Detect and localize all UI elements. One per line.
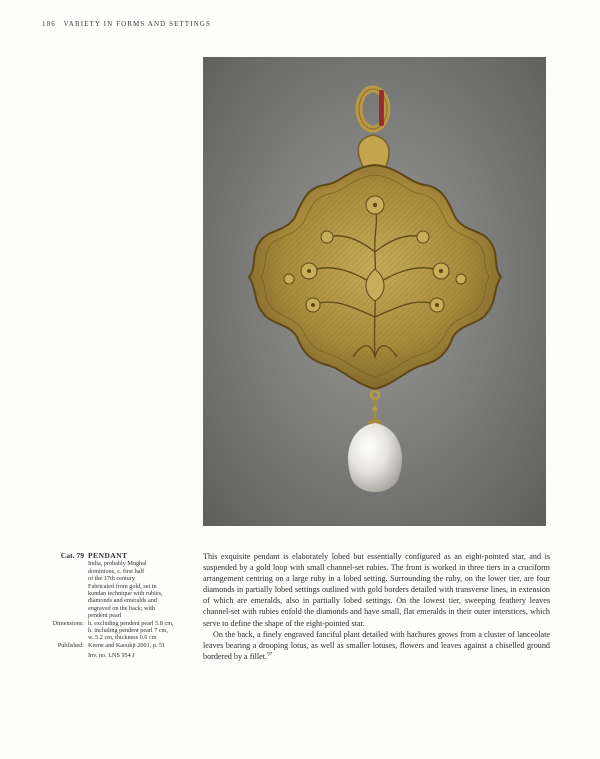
running-head-title: VARIETY IN FORMS AND SETTINGS: [63, 20, 211, 28]
catalogue-entry: [30, 552, 198, 660]
page-number: 186: [42, 20, 56, 28]
origin-line: dominions, c. first half: [88, 567, 145, 575]
pendent-pearl: [348, 391, 402, 492]
origin-line: pendent pearl: [88, 612, 122, 620]
dimension-line: w. 5.2 cm, thickness 0.6 cm: [88, 634, 157, 642]
footnote-reference: 97: [267, 652, 273, 658]
pendant-photograph: [203, 57, 546, 526]
catalogue-number: Cat. 79: [60, 551, 84, 560]
paragraph-2: [203, 629, 550, 662]
origin-line: India, probably Mughal: [88, 560, 147, 568]
running-head: [42, 20, 211, 28]
published-value: Keene and Kaoukji 2001, p. 51: [88, 641, 166, 649]
dimension-line: h. including pendent pearl 7 cm,: [88, 627, 168, 635]
inventory-number: Inv. no. LNS 954 J: [88, 652, 135, 660]
origin-line: diamonds and emeralds and: [88, 597, 157, 605]
paragraph-1: This exquisite pendant is elaborately lobed but essentially configured as an eight-pointed star, and is suspended by a gold loop with small channel-set rubies. The front is worked in three tiers in a cruciform arrangement centring on a large ruby in a lobed setting. Surrounding the ruby, on the lower tier, are four diamonds in partially lobed settings outlined with gold borders detailed with transverse lines, in extension of which are emeralds, also in partially lobed settings. On the lowest tier, sweeping feathery leaves channel-set with rubies enfold the diamonds and have small, flat emeralds in their outer interstices, which serve to define the shape of the eight-pointed star.: [203, 552, 550, 628]
origin-line: kundan technique with rubies,: [88, 590, 163, 598]
body-text: [203, 551, 550, 662]
published-label: Published:: [57, 641, 84, 649]
origin-line: engraved on the back; with: [88, 604, 156, 612]
origin-line: Fabricated from gold, set in: [88, 582, 157, 590]
suspension-loop: [359, 89, 387, 129]
pendant-illustration: [203, 57, 546, 526]
dimensions-label: Dimensions:: [52, 619, 84, 627]
origin-description: [88, 560, 198, 619]
object-title: PENDANT: [88, 551, 128, 560]
dimension-line: h. excluding pendent pearl 5.8 cm,: [88, 619, 174, 627]
paragraph-2-text: On the back, a finely engraved fanciful plant detailed with hachures grows from a cluster of lanceolate leaves bearing a drooping lotus, as well as smaller lotuses, flowers and leaves against a chiselled ground bordered by a fillet.: [203, 629, 550, 661]
origin-line: of the 17th century: [88, 575, 135, 583]
dimensions-values: [88, 620, 198, 642]
